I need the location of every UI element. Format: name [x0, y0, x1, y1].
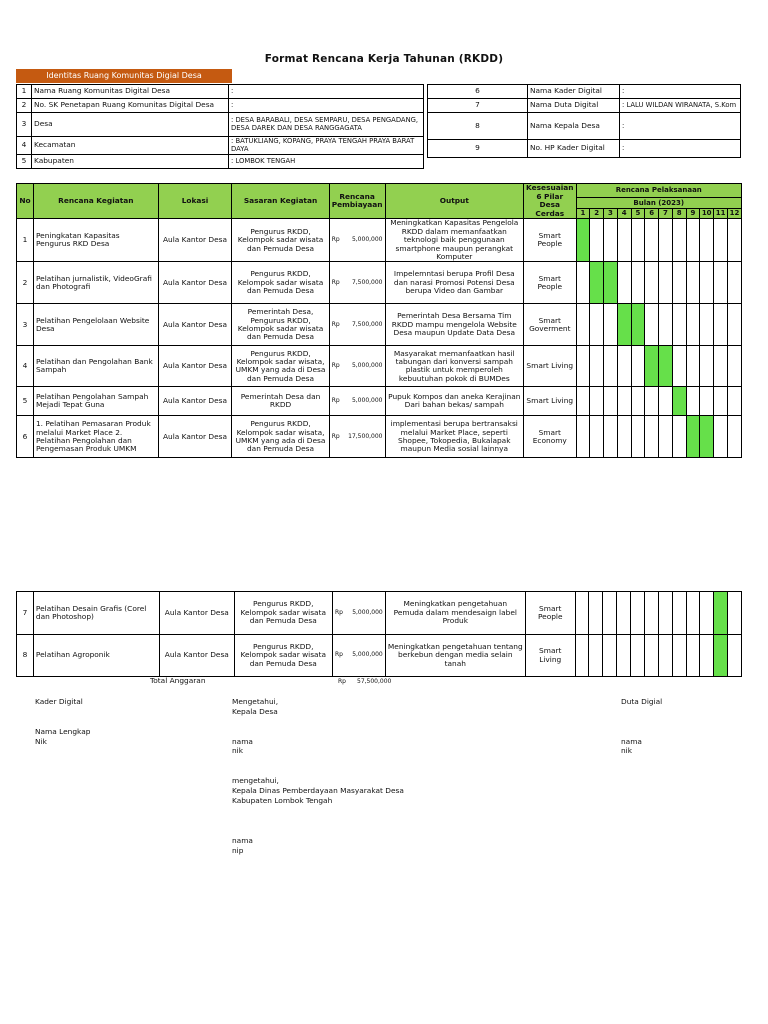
sig-nip: nip	[232, 846, 244, 855]
row-sasaran: Pengurus RKDD, Kelompok sadar wisata, UMKM yang ada di Desa dan Pemuda Desa	[232, 346, 329, 387]
month-cell-active	[686, 416, 700, 458]
sig-kepala-desa: Kepala Desa	[232, 707, 278, 716]
sig-nik2: nik	[621, 746, 633, 755]
row-lokasi: Aula Kantor Desa	[160, 592, 235, 635]
month-header: 11	[714, 208, 728, 219]
month-header: 5	[631, 208, 645, 219]
month-cell	[589, 635, 603, 677]
row-kegiatan: Pelatihan jurnalistik, VideoGrafi dan Photografi	[33, 262, 158, 304]
month-cell-active	[700, 416, 714, 458]
month-cell	[645, 304, 659, 346]
row-lokasi: Aula Kantor Desa	[158, 387, 232, 416]
identity-row	[428, 99, 741, 113]
month-cell-active	[590, 262, 604, 304]
row-no: 1	[17, 219, 34, 262]
row-rp: Rp	[331, 397, 340, 405]
row-biaya: 7,500,000	[351, 320, 383, 328]
month-cell	[728, 262, 742, 304]
row-biaya: 5,000,000	[352, 608, 383, 616]
identity-no: 8	[428, 113, 528, 140]
row-sasaran: Pengurus RKDD, Kelompok sadar wisata dan Pemuda Desa	[234, 592, 332, 635]
sig-mengetahui: Mengetahui,	[232, 697, 279, 706]
month-cell	[714, 219, 728, 262]
month-cell	[728, 592, 742, 635]
sig-nik1: nik	[232, 746, 244, 755]
row-lokasi: Aula Kantor Desa	[158, 416, 232, 458]
month-cell	[645, 262, 659, 304]
month-cell	[659, 219, 673, 262]
month-cell	[658, 635, 672, 677]
identity-label: Kecamatan	[32, 137, 229, 155]
month-cell	[714, 416, 728, 458]
row-biaya: 5,000,000	[352, 651, 383, 659]
page-title: Format Rencana Kerja Tahunan (RKDD)	[264, 53, 504, 65]
col-pelaksanaan: Rencana Pelaksanaan	[576, 184, 742, 198]
month-cell	[645, 219, 659, 262]
month-cell-active	[617, 304, 631, 346]
row-no: 8	[17, 635, 34, 677]
table-row	[17, 592, 742, 635]
sig-mengetahui2: mengetahui,	[232, 776, 279, 785]
month-cell	[686, 262, 700, 304]
month-cell	[659, 262, 673, 304]
month-cell	[617, 416, 631, 458]
identity-row	[17, 137, 424, 155]
identity-label: No. HP Kader Digital	[528, 140, 620, 158]
row-lokasi: Aula Kantor Desa	[158, 262, 232, 304]
total-rp: Rp	[338, 678, 346, 685]
identity-value: :	[229, 85, 424, 99]
month-cell	[672, 635, 686, 677]
month-cell-active	[714, 592, 728, 635]
row-rp: Rp	[331, 320, 340, 328]
row-rp: Rp	[331, 362, 340, 370]
month-cell	[617, 592, 631, 635]
month-cell	[631, 219, 645, 262]
identity-value: :	[229, 99, 424, 113]
month-cell-active	[604, 262, 618, 304]
month-cell	[686, 387, 700, 416]
sig-kabupaten: Kabupaten Lombok Tengah	[232, 796, 333, 805]
activity-table-continued	[16, 591, 742, 677]
month-cell	[700, 635, 714, 677]
month-header: 8	[672, 208, 686, 219]
row-output: implementasi berupa bertransaksi melalui Market Place, seperti Shopee, Tokopedia, Bukalapak maupun Media sosial lainnya	[385, 416, 524, 458]
row-pilar: Smart Living	[524, 346, 576, 387]
identity-row	[428, 140, 741, 158]
identity-no: 2	[17, 99, 32, 113]
identity-value: :	[620, 85, 741, 99]
identity-value: : BATUKLIANG, KOPANG, PRAYA TENGAH PRAYA BARAT DAYA	[229, 137, 424, 155]
row-biaya: 7,500,000	[351, 278, 383, 286]
month-cell	[728, 346, 742, 387]
row-biaya: 5,000,000	[351, 397, 383, 405]
identity-no: 6	[428, 85, 528, 99]
identity-row	[17, 113, 424, 137]
row-rp: Rp	[331, 278, 340, 286]
row-biaya: 5,000,000	[351, 236, 383, 244]
month-cell	[686, 219, 700, 262]
month-cell-active	[714, 635, 728, 677]
month-cell-active	[672, 387, 686, 416]
month-header: 10	[700, 208, 714, 219]
month-cell	[700, 262, 714, 304]
month-cell	[728, 219, 742, 262]
row-biaya-cell	[329, 346, 385, 387]
month-cell	[714, 346, 728, 387]
month-cell	[576, 416, 590, 458]
row-biaya-cell	[329, 387, 385, 416]
total-value: 57,500,000	[357, 678, 392, 685]
sig-nama-lengkap: Nama Lengkap	[35, 727, 91, 736]
month-cell	[672, 416, 686, 458]
month-cell	[576, 346, 590, 387]
row-output: Masyarakat memanfaatkan hasil tabungan dari konversi sampah plastik untuk memperoleh kebuutuhan pokok di BUMDes	[385, 346, 524, 387]
row-output: Impelemntasi berupa Profil Desa dan narasi Promosi Potensi Desa berupa Video dan Gambar	[385, 262, 524, 304]
row-sasaran: Pengurus RKDD, Kelompok sadar wisata dan Pemuda Desa	[232, 219, 329, 262]
month-header: 1	[576, 208, 590, 219]
month-cell	[604, 304, 618, 346]
row-biaya-cell	[329, 416, 385, 458]
row-lokasi: Aula Kantor Desa	[158, 219, 232, 262]
identity-row	[428, 113, 741, 140]
row-pilar: Smart Goverment	[524, 304, 576, 346]
month-cell	[659, 304, 673, 346]
month-cell	[589, 592, 603, 635]
month-cell	[576, 262, 590, 304]
col-sasaran: Sasaran Kegiatan	[232, 184, 329, 219]
month-cell	[728, 387, 742, 416]
col-bulan: Bulan (2023)	[576, 198, 742, 209]
row-rp: Rp	[334, 651, 343, 659]
identity-label: Nama Duta Digital	[528, 99, 620, 113]
identity-label: No. SK Penetapan Ruang Komunitas Digital Desa	[32, 99, 229, 113]
month-cell	[672, 592, 686, 635]
row-biaya-cell	[332, 592, 385, 635]
month-cell	[590, 416, 604, 458]
month-cell	[631, 592, 645, 635]
row-kegiatan: Peningkatan Kapasitas Pengurus RKD Desa	[33, 219, 158, 262]
row-sasaran: Pengurus RKDD, Kelompok sadar wisata, UMKM yang ada di Desa dan Pemuda Desa	[232, 416, 329, 458]
identity-row	[17, 99, 424, 113]
activity-table	[16, 183, 742, 458]
month-header: 2	[590, 208, 604, 219]
month-header: 9	[686, 208, 700, 219]
month-cell	[576, 304, 590, 346]
month-cell	[617, 262, 631, 304]
identity-row	[428, 85, 741, 99]
month-cell	[644, 592, 658, 635]
identity-no: 4	[17, 137, 32, 155]
month-cell	[645, 387, 659, 416]
row-pilar: Smart Living	[525, 635, 575, 677]
month-cell	[645, 416, 659, 458]
month-cell	[590, 304, 604, 346]
sig-nama3: nama	[232, 836, 253, 845]
month-cell	[617, 635, 631, 677]
month-cell	[617, 219, 631, 262]
row-lokasi: Aula Kantor Desa	[160, 635, 235, 677]
month-cell	[604, 219, 618, 262]
month-cell	[603, 592, 617, 635]
row-rp: Rp	[331, 432, 340, 440]
month-cell	[672, 346, 686, 387]
month-cell	[700, 219, 714, 262]
row-rp: Rp	[331, 236, 340, 244]
month-cell	[617, 387, 631, 416]
col-pilar: Kesesuaian 6 Pilar Desa Cerdas	[524, 184, 576, 219]
month-cell	[631, 262, 645, 304]
col-kegiatan: Rencana Kegiatan	[33, 184, 158, 219]
month-cell	[714, 387, 728, 416]
identity-label: Kabupaten	[32, 155, 229, 169]
row-rp: Rp	[334, 608, 343, 616]
month-cell	[686, 635, 700, 677]
sig-dinas: Kepala Dinas Pemberdayaan Masyarakat Desa	[232, 786, 404, 795]
month-cell	[631, 346, 645, 387]
sig-nama1: nama	[232, 737, 253, 746]
row-output: Meningkatkan pengetahuan tentang berkebun dengan media selain tanah	[385, 635, 525, 677]
row-pilar: Smart People	[524, 262, 576, 304]
identity-label: Nama Kader Digital	[528, 85, 620, 99]
row-pilar: Smart People	[525, 592, 575, 635]
month-cell	[590, 346, 604, 387]
col-no: No	[17, 184, 34, 219]
row-sasaran: Pengurus RKDD, Kelompok sadar wisata dan Pemuda Desa	[234, 635, 332, 677]
row-biaya: 5,000,000	[351, 362, 383, 370]
month-cell	[658, 592, 672, 635]
month-cell	[714, 304, 728, 346]
row-output: Pupuk Kompos dan aneka Kerajinan Dari bahan bekas/ sampah	[385, 387, 524, 416]
month-cell	[728, 304, 742, 346]
month-header: 6	[645, 208, 659, 219]
identity-value: :	[620, 113, 741, 140]
row-biaya-cell	[329, 219, 385, 262]
sig-duta: Duta Digial	[621, 697, 663, 706]
row-no: 4	[17, 346, 34, 387]
month-cell	[700, 346, 714, 387]
month-cell	[672, 219, 686, 262]
identity-row	[17, 85, 424, 99]
table-row	[17, 635, 742, 677]
row-pilar: Smart Economy	[524, 416, 576, 458]
row-sasaran: Pemerintah Desa dan RKDD	[232, 387, 329, 416]
month-cell	[617, 346, 631, 387]
row-kegiatan: Pelatihan Agroponik	[33, 635, 159, 677]
row-lokasi: Aula Kantor Desa	[158, 346, 232, 387]
identity-value: :	[620, 140, 741, 158]
table-row	[17, 346, 742, 387]
month-cell	[644, 635, 658, 677]
month-cell-active	[631, 304, 645, 346]
row-output: Pemerintah Desa Bersama Tim RKDD mampu mengelola Website Desa maupun Update Data Desa	[385, 304, 524, 346]
row-kegiatan: Pelatihan Pengelolaan Website Desa	[33, 304, 158, 346]
total-label: Total Anggaran	[150, 676, 206, 685]
row-sasaran: Pemerintah Desa, Pengurus RKDD, Kelompok sadar wisata dan Pemuda Desa	[232, 304, 329, 346]
month-cell	[728, 635, 742, 677]
month-cell	[728, 416, 742, 458]
row-no: 7	[17, 592, 34, 635]
month-cell-active	[659, 346, 673, 387]
identity-label: Nama Ruang Komunitas Digital Desa	[32, 85, 229, 99]
identity-no: 5	[17, 155, 32, 169]
identity-value: : DESA BARABALI, DESA SEMPARU, DESA PENGADANG, DESA DAREK DAN DESA RANGGAGATA	[229, 113, 424, 137]
month-cell	[686, 592, 700, 635]
row-pilar: Smart Living	[524, 387, 576, 416]
table-row	[17, 304, 742, 346]
sig-nik: Nik	[35, 737, 47, 746]
row-kegiatan: Pelatihan dan Pengolahan Bank Sampah	[33, 346, 158, 387]
row-biaya-cell	[332, 635, 385, 677]
month-cell	[604, 387, 618, 416]
identity-no: 9	[428, 140, 528, 158]
row-pilar: Smart People	[524, 219, 576, 262]
sig-nama2: nama	[621, 737, 642, 746]
row-kegiatan: Pelatihan Pengolahan Sampah Mejadi Tepat Guna	[33, 387, 158, 416]
month-cell	[700, 304, 714, 346]
row-kegiatan: 1. Pelatihan Pemasaran Produk melalui Market Place 2. Pelatihan Pengolahan dan Pengemasan Produk UMKM	[33, 416, 158, 458]
table-row	[17, 219, 742, 262]
month-cell-active	[576, 219, 590, 262]
table-row	[17, 387, 742, 416]
table-row	[17, 416, 742, 458]
identity-no: 3	[17, 113, 32, 137]
month-header: 12	[728, 208, 742, 219]
row-biaya-cell	[329, 262, 385, 304]
month-cell	[631, 387, 645, 416]
identity-no: 1	[17, 85, 32, 99]
row-biaya-cell	[329, 304, 385, 346]
month-header: 3	[604, 208, 618, 219]
month-cell	[700, 387, 714, 416]
month-cell	[631, 416, 645, 458]
month-cell	[576, 387, 590, 416]
month-cell	[672, 262, 686, 304]
identity-no: 7	[428, 99, 528, 113]
month-cell	[659, 416, 673, 458]
identity-value: : LALU WILDAN WIRANATA, S.Kom	[620, 99, 741, 113]
month-cell	[672, 304, 686, 346]
row-no: 5	[17, 387, 34, 416]
identity-label: Desa	[32, 113, 229, 137]
month-cell	[590, 387, 604, 416]
identity-left-table	[16, 84, 424, 169]
month-cell	[714, 262, 728, 304]
month-cell	[604, 346, 618, 387]
identity-value: : LOMBOK TENGAH	[229, 155, 424, 169]
identity-header: Identitas Ruang Komunitas Digial Desa	[16, 69, 232, 83]
month-cell-active	[645, 346, 659, 387]
identity-label: Nama Kepala Desa	[528, 113, 620, 140]
row-sasaran: Pengurus RKDD, Kelompok sadar wisata dan Pemuda Desa	[232, 262, 329, 304]
row-no: 2	[17, 262, 34, 304]
month-cell	[590, 219, 604, 262]
month-cell	[659, 387, 673, 416]
identity-row	[17, 155, 424, 169]
row-biaya: 17,500,000	[348, 432, 383, 440]
month-cell	[631, 635, 645, 677]
row-output: Meningkatkan pengetahuan Pemuda dalam mendesaign label Produk	[385, 592, 525, 635]
row-output: Meningkatkan Kapasitas Pengelola RKDD dalam memanfaatkan teknologi baik penggunaan smartphone maupun perangkat Komputer	[385, 219, 524, 262]
col-biaya: Rencana Pembiayaan	[329, 184, 385, 219]
identity-right-table	[427, 84, 741, 158]
month-cell	[575, 635, 589, 677]
table-row	[17, 262, 742, 304]
row-kegiatan: Pelatihan Desain Grafis (Corel dan Photoshop)	[33, 592, 159, 635]
month-cell	[604, 416, 618, 458]
month-cell	[686, 346, 700, 387]
month-cell	[700, 592, 714, 635]
sig-kader: Kader Digital	[35, 697, 83, 706]
row-no: 3	[17, 304, 34, 346]
month-header: 4	[617, 208, 631, 219]
row-lokasi: Aula Kantor Desa	[158, 304, 232, 346]
month-cell	[575, 592, 589, 635]
col-lokasi: Lokasi	[158, 184, 232, 219]
col-output: Output	[385, 184, 524, 219]
month-cell	[603, 635, 617, 677]
month-cell	[686, 304, 700, 346]
row-no: 6	[17, 416, 34, 458]
month-header: 7	[659, 208, 673, 219]
